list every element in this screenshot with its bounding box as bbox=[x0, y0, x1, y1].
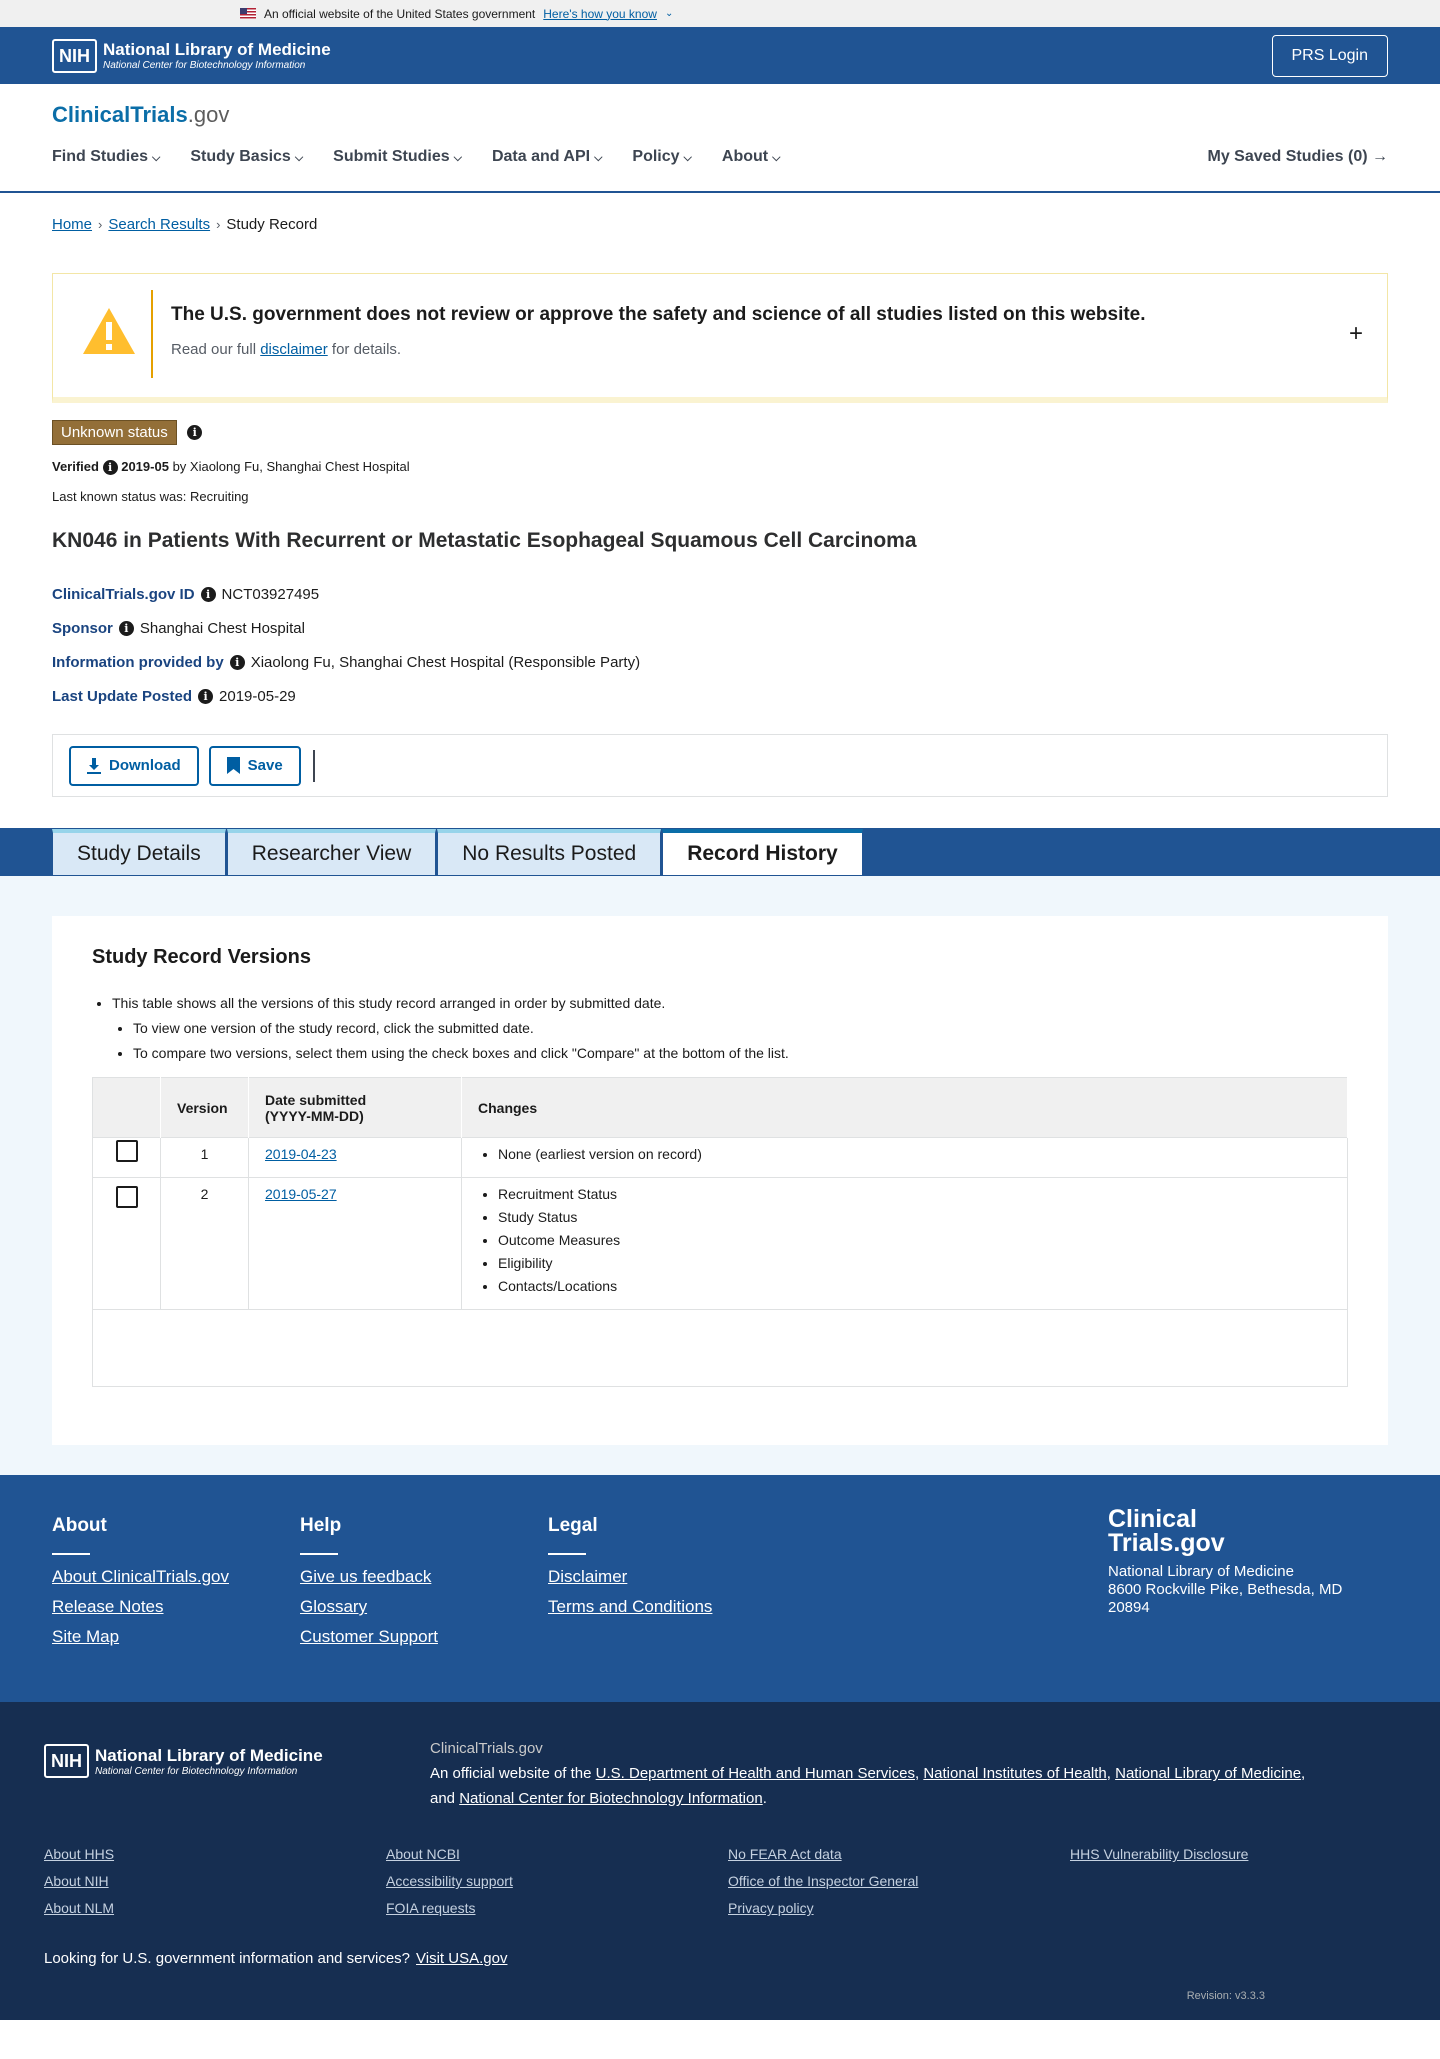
info-icon[interactable]: i bbox=[230, 655, 245, 670]
logo-suffix: .gov bbox=[187, 102, 230, 127]
instruction-item: • This table shows all the versions of this study record arranged in order by submitted date. • To view one version of the study record, click the submitted date. • To compare two versions, select them using the check boxes and click "Compare" at the bottom of the list. bbox=[112, 995, 1348, 1061]
instruction-subitem: • To view one version of the study record, click the submitted date. bbox=[133, 1020, 1348, 1036]
gov-banner-text: An official website of the United States government bbox=[264, 6, 536, 21]
version-date-link[interactable]: 2019-05-27 bbox=[265, 1186, 337, 1203]
study-meta bbox=[52, 577, 1388, 713]
nav-about[interactable]: About ⌵ bbox=[721, 148, 781, 165]
footer-legal-heading: Legal bbox=[548, 1515, 598, 1537]
footer-links-col4 bbox=[1070, 1846, 1248, 1873]
footer-bottom bbox=[0, 1702, 1440, 2020]
visit-usa-gov-link[interactable]: Visit USA.gov bbox=[416, 1950, 508, 1968]
footer-links-col1 bbox=[44, 1846, 114, 1927]
study-status-area bbox=[0, 420, 1440, 713]
info-icon[interactable]: i bbox=[119, 621, 134, 636]
nlm-title: National Library of Medicine bbox=[95, 1745, 323, 1765]
version-checkbox[interactable] bbox=[116, 1186, 138, 1208]
versions-card bbox=[52, 916, 1388, 1445]
logo-name: ClinicalTrials bbox=[52, 102, 188, 127]
footer-rule bbox=[300, 1553, 338, 1555]
meta-row-id: ClinicalTrials.gov ID i NCT03927495 bbox=[52, 585, 320, 603]
version-number: 1 bbox=[161, 1138, 249, 1178]
footer-links-col2 bbox=[386, 1846, 513, 1927]
footer-link[interactable]: Accessibility support bbox=[386, 1873, 513, 1890]
revision-label: Revision: v3.3.3 bbox=[1186, 1990, 1265, 2003]
changes-cell bbox=[462, 1178, 1348, 1310]
nlm-link[interactable]: National Library of Medicine bbox=[1115, 1765, 1302, 1783]
footer-about-column bbox=[52, 1515, 229, 1657]
info-icon[interactable]: i bbox=[201, 587, 216, 602]
disclaimer-text: Read our full disclaimer for details. bbox=[171, 341, 402, 358]
change-item: • Recruitment Status bbox=[498, 1186, 1331, 1202]
gov-banner bbox=[0, 0, 1440, 27]
footer-nlm-logo[interactable] bbox=[44, 1744, 323, 1778]
footer-official-text: ClinicalTrials.gov An official website of the U.S. Department of Health and Human Services, National Institutes of Health, National Library of Medicine, and National Center for Biotechnology Information. bbox=[430, 1736, 1370, 1811]
version-date-link[interactable]: 2019-04-23 bbox=[265, 1146, 337, 1163]
provided-by-value: Xiaolong Fu, Shanghai Chest Hospital (Responsible Party) bbox=[250, 653, 641, 671]
verified-date: 2019-05 bbox=[121, 459, 169, 474]
nih-link[interactable]: National Institutes of Health bbox=[923, 1765, 1107, 1783]
arrow-right-icon: → bbox=[1372, 148, 1388, 165]
footer-link[interactable]: Customer Support bbox=[300, 1627, 438, 1647]
row-checkbox-cell bbox=[93, 1138, 161, 1178]
breadcrumb-search-results[interactable]: Search Results bbox=[108, 216, 211, 233]
footer-about-heading: About bbox=[52, 1515, 107, 1537]
chevron-down-icon: ⌵ bbox=[152, 152, 161, 164]
change-item: • Eligibility bbox=[498, 1255, 1331, 1271]
actions-divider bbox=[313, 750, 315, 782]
changes-cell bbox=[462, 1138, 1348, 1178]
table-row bbox=[93, 1178, 1348, 1310]
nav-submit-studies[interactable]: Submit Studies ⌵ bbox=[333, 148, 462, 165]
chevron-down-icon: ⌵ bbox=[594, 152, 603, 164]
nlm-subtitle: National Center for Biotechnology Information bbox=[95, 1765, 298, 1777]
instruction-subitem: • To compare two versions, select them using the check boxes and click "Compare" at the bottom of the list. bbox=[133, 1045, 1348, 1061]
prs-login-button[interactable]: PRS Login bbox=[1272, 35, 1389, 77]
chevron-down-icon: ⌵ bbox=[772, 152, 781, 164]
tab-record-history[interactable]: Record History bbox=[662, 829, 863, 876]
nav-data-and-api[interactable]: Data and API ⌵ bbox=[491, 148, 603, 165]
footer-link[interactable]: About HHS bbox=[44, 1846, 115, 1863]
versions-instructions bbox=[92, 995, 1348, 1061]
footer-legal-column bbox=[548, 1515, 712, 1627]
footer-link[interactable]: HHS Vulnerability Disclosure bbox=[1070, 1846, 1249, 1863]
verified-line bbox=[52, 459, 1388, 475]
tab-study-details[interactable]: Study Details bbox=[52, 829, 226, 876]
study-tabs bbox=[0, 828, 1440, 876]
footer-link[interactable]: Privacy policy bbox=[728, 1900, 814, 1917]
footer-link[interactable]: Office of the Inspector General bbox=[728, 1873, 919, 1890]
info-icon[interactable]: i bbox=[103, 460, 118, 475]
nav-policy[interactable]: Policy ⌵ bbox=[632, 148, 692, 165]
footer-link[interactable]: Terms and Conditions bbox=[548, 1597, 713, 1617]
footer-help-column bbox=[300, 1515, 438, 1657]
footer-link[interactable]: About NIH bbox=[44, 1873, 109, 1890]
version-header: Version bbox=[161, 1078, 249, 1138]
nlm-subtitle: National Center for Biotechnology Information bbox=[103, 60, 306, 71]
breadcrumb-home[interactable]: Home bbox=[52, 216, 93, 233]
versions-table bbox=[92, 1077, 1348, 1387]
record-history-section bbox=[0, 876, 1440, 1475]
tab-researcher-view[interactable]: Researcher View bbox=[227, 829, 437, 876]
table-footer-row bbox=[93, 1310, 1348, 1387]
change-item: • Study Status bbox=[498, 1209, 1331, 1225]
usa-gov-line: Looking for U.S. government information and services? Visit USA.gov bbox=[44, 1950, 508, 1968]
meta-row-last-update: Last Update Posted i 2019-05-29 bbox=[52, 687, 296, 705]
chevron-down-icon: ⌄ bbox=[664, 8, 674, 19]
info-icon[interactable]: i bbox=[187, 425, 202, 440]
footer-rule bbox=[52, 1553, 90, 1555]
warning-icon bbox=[81, 306, 137, 356]
footer-link[interactable]: Site Map bbox=[52, 1627, 120, 1647]
footer-link[interactable]: Glossary bbox=[300, 1597, 368, 1617]
save-button[interactable]: Save bbox=[209, 746, 301, 786]
version-checkbox[interactable] bbox=[116, 1140, 138, 1162]
chevron-down-icon: ⌵ bbox=[683, 152, 692, 164]
checkbox-header bbox=[93, 1078, 161, 1138]
footer-link[interactable]: Release Notes bbox=[52, 1597, 164, 1617]
change-item: • Contacts/Locations bbox=[498, 1278, 1331, 1294]
date-cell bbox=[249, 1138, 462, 1178]
footer-link[interactable]: About NCBI bbox=[386, 1846, 460, 1863]
ncbi-link[interactable]: National Center for Biotechnology Information bbox=[459, 1790, 763, 1808]
study-actions bbox=[52, 734, 1388, 797]
footer-rule bbox=[548, 1553, 586, 1555]
disclaimer-title: The U.S. government does not review or approve the safety and science of all studies listed on this website. bbox=[171, 304, 1146, 325]
footer-help-heading: Help bbox=[300, 1515, 342, 1537]
chevron-right-icon: › bbox=[216, 217, 221, 232]
verified-by: by Xiaolong Fu, Shanghai Chest Hospital bbox=[172, 459, 410, 474]
footer-link[interactable]: No FEAR Act data bbox=[728, 1846, 842, 1863]
footer-ct-logo[interactable]: Clinical Trials.gov bbox=[1108, 1505, 1225, 1558]
footer-link[interactable]: Give us feedback bbox=[300, 1567, 432, 1587]
versions-title: Study Record Versions bbox=[92, 946, 311, 969]
nlm-title: National Library of Medicine bbox=[103, 40, 331, 59]
heres-how-you-know-link[interactable]: Here's how you know bbox=[543, 6, 657, 21]
breadcrumb-current: Study Record bbox=[226, 216, 318, 233]
last-known-status: Last known status was: Recruiting bbox=[52, 489, 249, 505]
change-item: • Outcome Measures bbox=[498, 1232, 1331, 1248]
study-title: KN046 in Patients With Recurrent or Metastatic Esophageal Squamous Cell Carcinoma bbox=[52, 529, 917, 553]
date-header: Date submitted (YYYY-MM-DD) bbox=[249, 1078, 462, 1138]
nih-logo-box: NIH bbox=[52, 39, 97, 73]
chevron-right-icon: › bbox=[98, 217, 103, 232]
disclaimer-alert bbox=[52, 273, 1388, 403]
date-cell bbox=[249, 1178, 462, 1310]
footer-link[interactable]: About NLM bbox=[44, 1900, 115, 1917]
download-icon bbox=[87, 758, 101, 774]
footer-address: National Library of Medicine 8600 Rockville Pike, Bethesda, MD 20894 bbox=[1108, 1563, 1343, 1617]
nav-find-studies[interactable]: Find Studies ⌵ bbox=[52, 148, 161, 165]
nav-study-basics[interactable]: Study Basics ⌵ bbox=[190, 148, 304, 165]
footer-link[interactable]: FOIA requests bbox=[386, 1900, 476, 1917]
info-icon[interactable]: i bbox=[198, 689, 213, 704]
chevron-down-icon: ⌵ bbox=[453, 152, 462, 164]
footer-link[interactable]: Disclaimer bbox=[548, 1567, 628, 1587]
table-row bbox=[93, 1138, 1348, 1178]
expand-plus-icon[interactable]: + bbox=[1348, 320, 1363, 347]
nct-id: NCT03927495 bbox=[221, 585, 320, 603]
footer-ctg-label: ClinicalTrials.gov bbox=[430, 1740, 543, 1758]
verified-label: Verified bbox=[52, 459, 99, 474]
nlm-logo[interactable] bbox=[52, 39, 331, 73]
site-header bbox=[0, 84, 1440, 193]
tab-no-results-posted[interactable]: No Results Posted bbox=[437, 829, 661, 876]
meta-row-provided-by: Information provided by i Xiaolong Fu, Shanghai Chest Hospital (Responsible Party) bbox=[52, 653, 641, 671]
footer-brand bbox=[1108, 1507, 1342, 1617]
meta-row-sponsor: Sponsor i Shanghai Chest Hospital bbox=[52, 619, 305, 637]
clinicaltrials-logo[interactable] bbox=[52, 102, 229, 128]
row-checkbox-cell bbox=[93, 1178, 161, 1310]
breadcrumb bbox=[0, 216, 1440, 233]
us-flag-icon bbox=[240, 8, 256, 19]
download-button[interactable]: Download bbox=[69, 746, 199, 786]
footer-links-col3 bbox=[728, 1846, 918, 1927]
footer-top bbox=[0, 1475, 1440, 1702]
sponsor-value: Shanghai Chest Hospital bbox=[139, 619, 305, 637]
chevron-down-icon: ⌵ bbox=[294, 152, 304, 164]
my-saved-studies-link[interactable]: My Saved Studies (0) → bbox=[1207, 148, 1388, 165]
hhs-link[interactable]: U.S. Department of Health and Human Services bbox=[595, 1765, 915, 1783]
disclaimer-link[interactable]: disclaimer bbox=[260, 341, 328, 358]
change-item: • None (earliest version on record) bbox=[498, 1146, 1331, 1162]
disclaimer-divider bbox=[151, 290, 153, 378]
nih-logo-box: NIH bbox=[44, 1744, 89, 1778]
main-nav bbox=[52, 148, 1388, 166]
status-badge: Unknown status bbox=[52, 420, 177, 445]
footer-link[interactable]: About ClinicalTrials.gov bbox=[52, 1567, 229, 1587]
nih-header bbox=[0, 27, 1440, 84]
version-number: 2 bbox=[161, 1178, 249, 1310]
bookmark-icon bbox=[227, 757, 240, 774]
last-update-value: 2019-05-29 bbox=[219, 687, 296, 705]
changes-header: Changes bbox=[462, 1078, 1348, 1138]
